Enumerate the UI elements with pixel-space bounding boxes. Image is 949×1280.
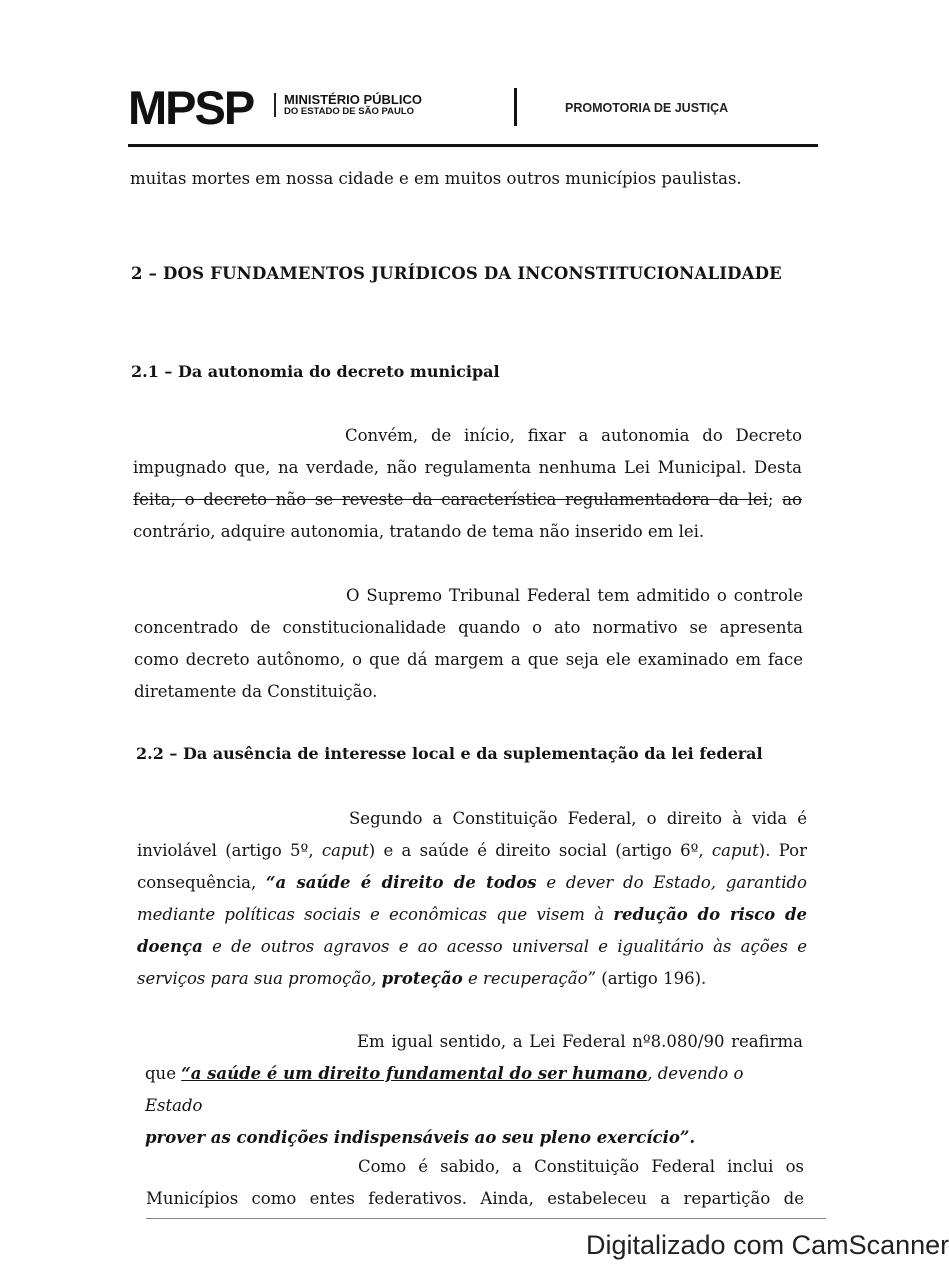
- s22-p2-line-2c: , devendo o Estado: [145, 1064, 744, 1115]
- intro-line: muitas mortes em nossa cidade e em muitos outros municípios paulistas.: [130, 169, 742, 188]
- s21-p1-line-4: contrário, adquire autonomia, tratando de tema não inserido em lei.: [133, 522, 705, 541]
- org-line-1: MINISTÉRIO PÚBLICO: [284, 92, 422, 107]
- s22-p3-line-1: Como é sabido, a Constituição Federal inclui os: [358, 1157, 804, 1176]
- s21-p1-line-2: impugnado que, na verdade, não regulamenta nenhuma Lei Municipal. Desta: [133, 458, 802, 477]
- s22-p1-line-2c: ). Por: [758, 841, 808, 860]
- quote-bold-2: redução do risco de: [613, 905, 807, 924]
- s21-paragraph-2: [134, 580, 803, 708]
- s22-p2-line-2a: que: [145, 1064, 182, 1083]
- s21-p2-line-1: O Supremo Tribunal Federal tem admitido o controle: [346, 586, 803, 605]
- s22-paragraph-3: [146, 1151, 804, 1215]
- org-name: [274, 93, 422, 117]
- quote-bold-4: proteção: [381, 969, 463, 988]
- section-2-1-title: 2.1 – Da autonomia do decreto municipal: [131, 362, 500, 381]
- s21-paragraph-1: [133, 420, 802, 548]
- s21-p1-line-1: Convém, de início, fixar a autonomia do Decreto: [345, 426, 802, 445]
- quote-bold-1: saúde é direito de todos: [296, 873, 537, 892]
- s22-p2-line-1: Em igual sentido, a Lei Federal nº8.080/90 reafirma: [357, 1032, 803, 1051]
- s22-p1-line-5b: e de outros agravos e ao acesso universal e igualitário às ações e: [202, 937, 807, 956]
- s21-p1-semicolon: ;: [767, 490, 774, 509]
- s22-p1-line-3d: e dever do Estado, garantido: [536, 873, 807, 892]
- section-2-title: 2 – DOS FUNDAMENTOS JURÍDICOS DA INCONSTITUCIONALIDADE: [131, 264, 782, 283]
- promotoria-label: PROMOTORIA DE JUSTIÇA: [565, 101, 729, 115]
- caput-italic-2: caput: [711, 841, 759, 860]
- org-line-2: DO ESTADO DE SÃO PAULO: [284, 105, 415, 117]
- s21-p2-line-3: como decreto autônomo, o que dá margem a que seja ele examinado em face: [134, 650, 803, 669]
- camscanner-watermark: Digitalizado com CamScanner: [586, 1230, 949, 1260]
- section-2-2-title: 2.2 – Da ausência de interesse local e da suplementação da lei federal: [136, 744, 763, 763]
- quote-open: “a: [266, 873, 297, 892]
- s22-p1-line-2b: ) e a saúde é direito social (artigo 6º,: [368, 841, 712, 860]
- s22-p1-line-6c: e recuperação”: [462, 969, 597, 988]
- header-divider: [514, 88, 517, 126]
- s21-p2-line-4: diretamente da Constituição.: [134, 682, 378, 701]
- s22-p1-line-2a: inviolável (artigo 5º,: [137, 841, 322, 860]
- mpsp-logo: MPSP: [128, 81, 254, 134]
- s22-p1-line-3a: consequência,: [137, 873, 267, 892]
- s22-p2-line-3: prover as condições indispensáveis ao seu pleno exercício”.: [145, 1128, 696, 1147]
- s22-p1-line-4a: mediante políticas sociais e econômicas que visem à: [137, 905, 614, 924]
- s22-p3-line-2: Municípios como entes federativos. Ainda, estabeleceu a repartição de: [146, 1189, 804, 1208]
- s22-p1-line-6d: (artigo 196).: [596, 969, 707, 988]
- s22-p1-line-6a: serviços para sua promoção,: [137, 969, 382, 988]
- caput-italic-1: caput: [321, 841, 369, 860]
- header-rule: [128, 144, 818, 147]
- s22-paragraph-1: [137, 803, 807, 995]
- s21-p1-struck-text: feita, o decreto não se reveste da característica regulamentadora da lei: [133, 490, 768, 509]
- s22-paragraph-2: [145, 1026, 803, 1154]
- footer-rule: [146, 1218, 826, 1219]
- s22-p1-line-1: Segundo a Constituição Federal, o direito à vida é: [349, 809, 807, 828]
- s21-p2-line-2: concentrado de constitucionalidade quando o ato normativo se apresenta: [134, 618, 803, 637]
- quote-underlined: “a saúde é um direito fundamental do ser humano: [181, 1064, 648, 1083]
- s21-p1-struck-end: ao: [782, 490, 802, 509]
- quote-bold-3: doença: [137, 937, 203, 956]
